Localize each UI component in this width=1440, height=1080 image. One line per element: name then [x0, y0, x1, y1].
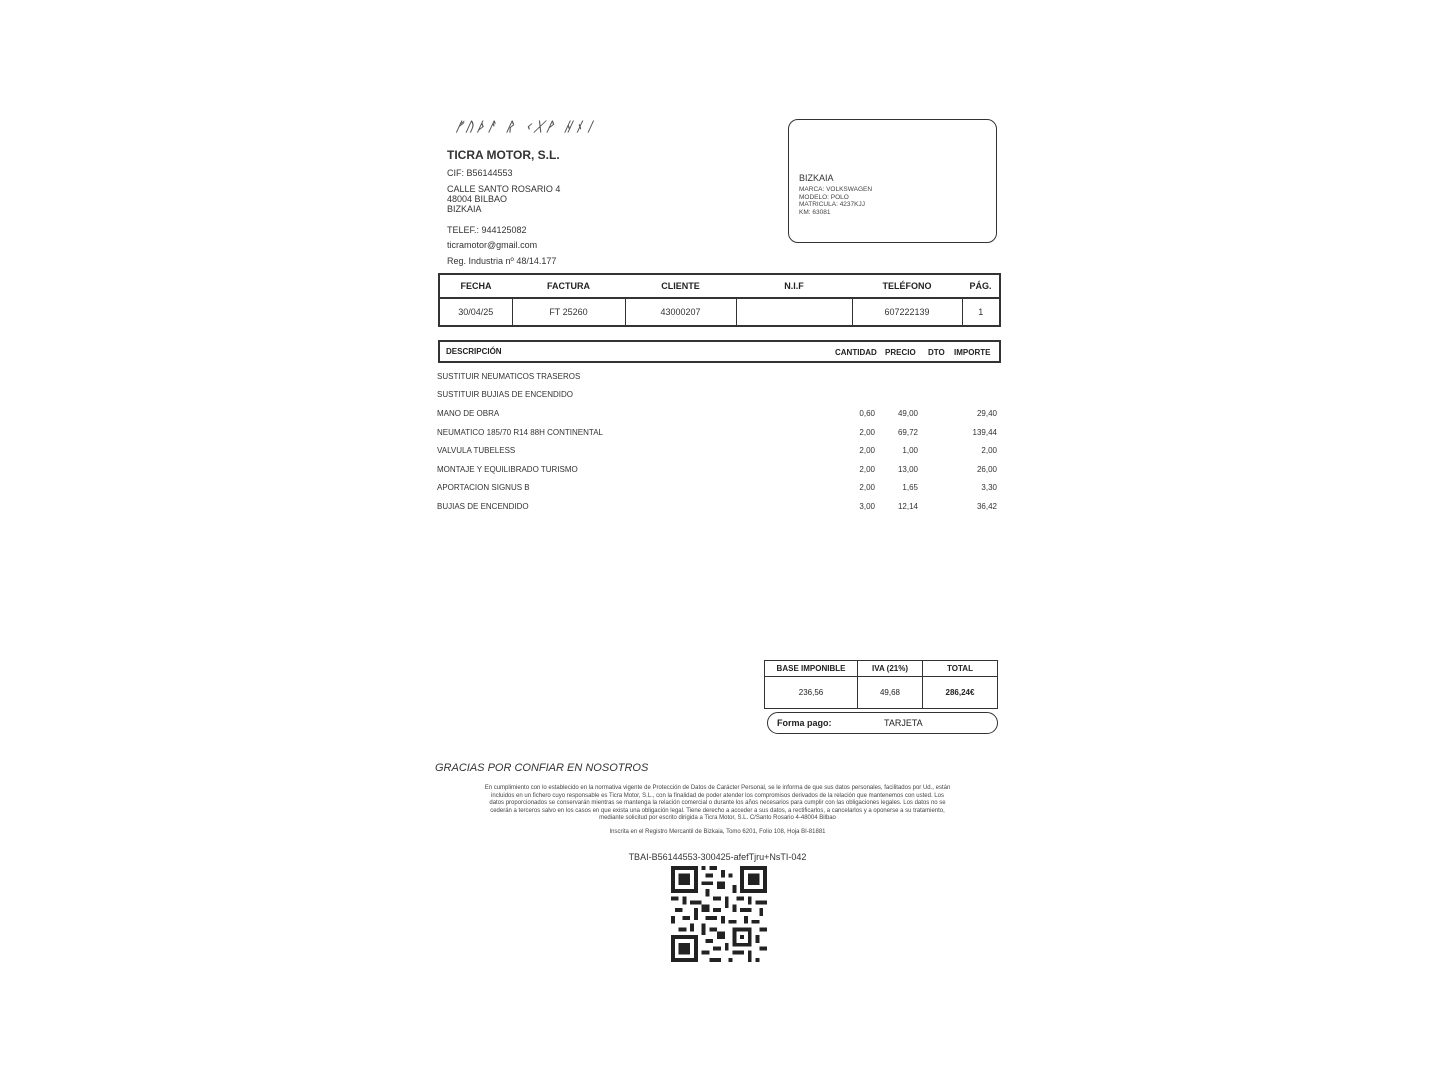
privacy-line: datos proporcionados se conservarán mientras se mantenga la relación comercial o durante los años necesarios para cumplir con las obligaciones legales. Los datos no se	[489, 800, 946, 807]
lines-header-precio: PRECIO	[885, 348, 916, 357]
privacy-line: cederán a terceros salvo en los casos en que exista una obligación legal. Tiene derecho a acceder a sus datos, a rectificarlos, a cancelarlos y a oponerse a su tratamiento,	[490, 807, 945, 814]
line-amount: 3,30	[981, 483, 997, 492]
invoice-header-row	[439, 274, 1000, 298]
line-price: 49,00	[897, 409, 918, 418]
privacy-line: En cumplimiento con lo establecido en la normativa vigente de Protección de Datos de Carácter Personal, se le informa de que sus datos personales, facilitados por Ud., están	[484, 785, 951, 791]
list-item	[437, 502, 999, 514]
line-price: 13,00	[897, 465, 918, 474]
total-value: 286,24€	[945, 688, 975, 697]
customer-province: BIZKAIA	[799, 173, 834, 183]
invoice-values-row	[439, 298, 1000, 326]
line-qty: 2,00	[859, 446, 875, 455]
line-desc: APORTACION SIGNUS B	[437, 483, 530, 492]
list-item	[437, 465, 999, 477]
invoice-number: FT 25260	[512, 298, 625, 326]
totals-table	[764, 660, 998, 709]
address-line: CALLE SANTO ROSARIO 4	[447, 184, 561, 194]
list-item	[437, 390, 999, 402]
line-desc: SUSTITUIR NEUMATICOS TRASEROS	[437, 372, 581, 381]
line-qty: 3,00	[859, 502, 875, 511]
iva-value: 49,68	[858, 677, 923, 709]
line-price: 12,14	[897, 502, 918, 511]
line-qty: 2,00	[859, 483, 875, 492]
lines-header-cantidad: CANTIDAD	[835, 348, 877, 357]
tbai-code: TBAI-B56144553-300425-afefTjru+NsTI-042	[628, 852, 807, 862]
col-nif: N.I.F	[784, 281, 804, 291]
iva-label: IVA (21%)	[858, 661, 923, 677]
company-logo: ᚠᚢᚦᚨ ᚱ ᚲᚷᚹ ᚺᚾᛁ	[453, 120, 598, 135]
col-cliente: CLIENTE	[661, 281, 700, 291]
line-price: 1,00	[902, 446, 918, 455]
company-registry: Reg. Industria nº 48/14.177	[447, 256, 557, 266]
totals-header-row	[765, 661, 998, 677]
line-amount: 139,44	[972, 428, 997, 437]
col-factura: FACTURA	[547, 281, 590, 291]
list-item	[437, 372, 999, 384]
client-phone: 607222139	[852, 298, 962, 326]
privacy-line: incluidos en un fichero cuyo responsable es Ticra Motor, S.L., con la finalidad de poder atender los compromisos derivados de la relación que mantenemos con usted. Los	[491, 792, 944, 799]
base-label: BASE IMPONIBLE	[765, 661, 858, 677]
list-item	[437, 409, 999, 421]
list-item	[437, 428, 999, 440]
privacy-notice	[436, 785, 999, 823]
line-qty: 2,00	[859, 465, 875, 474]
payment-value: TARJETA	[884, 718, 923, 728]
list-item	[437, 446, 999, 458]
company-name: TICRA MOTOR, S.L.	[447, 148, 560, 162]
line-qty: 0,60	[859, 409, 875, 418]
qr-code	[671, 866, 767, 962]
lines-header-dto: DTO	[928, 348, 945, 357]
line-qty: 2,00	[859, 428, 875, 437]
payment-box	[767, 712, 998, 734]
page-number: 1	[962, 298, 1000, 326]
line-amount: 29,40	[976, 409, 997, 418]
line-desc: NEUMATICO 185/70 R14 88H CONTINENTAL	[437, 428, 603, 437]
company-address	[447, 184, 560, 214]
line-desc: VALVULA TUBELESS	[437, 446, 516, 455]
invoice-date: 30/04/25	[439, 298, 512, 326]
line-desc: MONTAJE Y EQUILIBRADO TURISMO	[437, 465, 578, 474]
address-line: BIZKAIA	[447, 204, 482, 214]
client-number: 43000207	[625, 298, 736, 326]
line-desc: MANO DE OBRA	[437, 409, 500, 418]
vehicle-plate: MATRICULA: 4237KJJ	[799, 201, 865, 208]
vehicle-brand: MARCA: VOLKSWAGEN	[799, 186, 873, 193]
col-telefono: TELÉFONO	[882, 281, 932, 291]
address-line: 48004 BILBAO	[447, 194, 508, 204]
lines-header	[438, 340, 1001, 363]
customer-box	[788, 119, 997, 243]
invoice-header-table	[438, 273, 1001, 327]
lines-header-descripcion: DESCRIPCIÓN	[446, 347, 502, 356]
privacy-line: mediante solicitud por escrito dirigida a Ticra Motor, S.L. C/Santo Rosario 4-48004 Bilbao	[599, 815, 836, 822]
line-amount: 26,00	[976, 465, 997, 474]
line-amount: 36,42	[976, 502, 997, 511]
col-pagina: PÁG.	[969, 281, 992, 291]
total-label: TOTAL	[923, 661, 998, 677]
company-email: ticramotor@gmail.com	[447, 240, 538, 250]
list-item	[437, 483, 999, 495]
line-price: 1,65	[902, 483, 918, 492]
vehicle-km: KM: 63081	[799, 208, 831, 216]
totals-values-row	[765, 677, 998, 709]
line-price: 69,72	[897, 428, 918, 437]
company-cif: CIF: B56144553	[447, 168, 513, 178]
lines-header-importe: IMPORTE	[954, 348, 991, 357]
vehicle-model: MODELO: POLO	[799, 193, 849, 201]
payment-label: Forma pago:	[777, 718, 832, 728]
base-value: 236,56	[765, 677, 858, 709]
thanks-message: GRACIAS POR CONFIAR EN NOSOTROS	[435, 762, 649, 774]
company-phone: TELEF.: 944125082	[447, 225, 527, 235]
registry-notice: Inscrita en el Registro Mercantil de Bizkaia, Tomo 6201, Folio 108, Hoja BI-81881	[609, 829, 826, 835]
vehicle-info	[799, 186, 872, 216]
line-amount: 2,00	[981, 446, 997, 455]
client-nif	[736, 298, 852, 326]
col-fecha: FECHA	[460, 281, 492, 291]
line-desc: BUJIAS DE ENCENDIDO	[437, 502, 529, 511]
line-desc: SUSTITUIR BUJIAS DE ENCENDIDO	[437, 390, 574, 399]
